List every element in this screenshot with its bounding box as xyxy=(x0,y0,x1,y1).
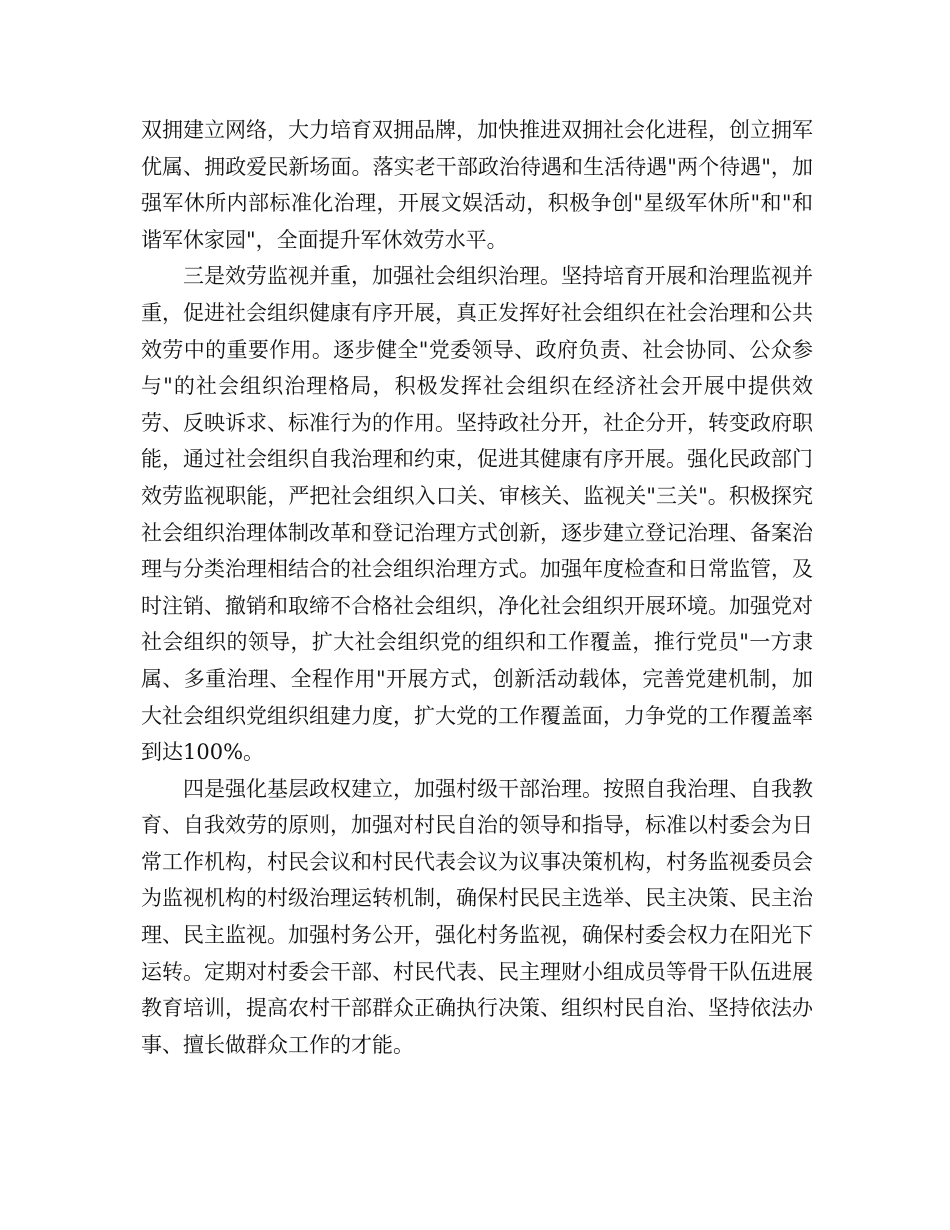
document-body xyxy=(141,112,813,1063)
paragraph-village-cadre-management: 四是强化基层政权建立，加强村级干部治理。按照自我治理、自我教育、自我效劳的原则，加强对村民自治的领导和指导，标准以村委会为日常工作机构，村民会议和村民代表会议为议事决策机构，村务监视委员会为监视机构的村级治理运转机制，确保村民民主选举、民主决策、民主治理、民主监视。加强村务公开，强化村务监视，确保村委会权力在阳光下运转。定期对村委会干部、村民代表、民主理财小组成员等骨干队伍进展教育培训，提高农村干部群众正确执行决策、组织村民自治、坚持依法办事、擅长做群众工作的才能。 xyxy=(141,776,813,1057)
paragraph-social-organization-management: 三是效劳监视并重，加强社会组织治理。坚持培育开展和治理监视并重，促进社会组织健康有序开展，真正发挥好社会组织在社会治理和公共效劳中的重要作用。逐步健全"党委领导、政府负责、社会协同、公众参与"的社会组织治理格局，积极发挥社会组织在经济社会开展中提供效劳、反映诉求、标准行为的作用。坚持政社分开，社企分开，转变政府职能，通过社会组织自我治理和约束，促进其健康有序开展。强化民政部门效劳监视职能，严把社会组织入口关、审核关、监视关"三关"。积极探究社会组织治理体制改革和登记治理方式创新，逐步建立登记治理、备案治理与分类治理相结合的社会组织治理方式。加强年度检查和日常监管，及时注销、撤销和取缔不合格社会组织，净化社会组织开展环境。加强党对社会组织的领导，扩大社会组织党的组织和工作覆盖，推行党员"一方隶属、多重治理、全程作用"开展方式，创新活动载体，完善党建机制，加大社会组织党组织组建力度，扩大党的工作覆盖面，力争党的工作覆盖率到达100%。 xyxy=(141,264,813,765)
paragraph-continuation: 双拥建立网络，大力培育双拥品牌，加快推进双拥社会化进程，创立拥军优属、拥政爱民新场面。落实老干部政治待遇和生活待遇"两个待遇"，加强军休所内部标准化治理，开展文娱活动，积极争创"星级军休所"和"和谐军休家园"，全面提升军休效劳水平。 xyxy=(141,118,813,252)
